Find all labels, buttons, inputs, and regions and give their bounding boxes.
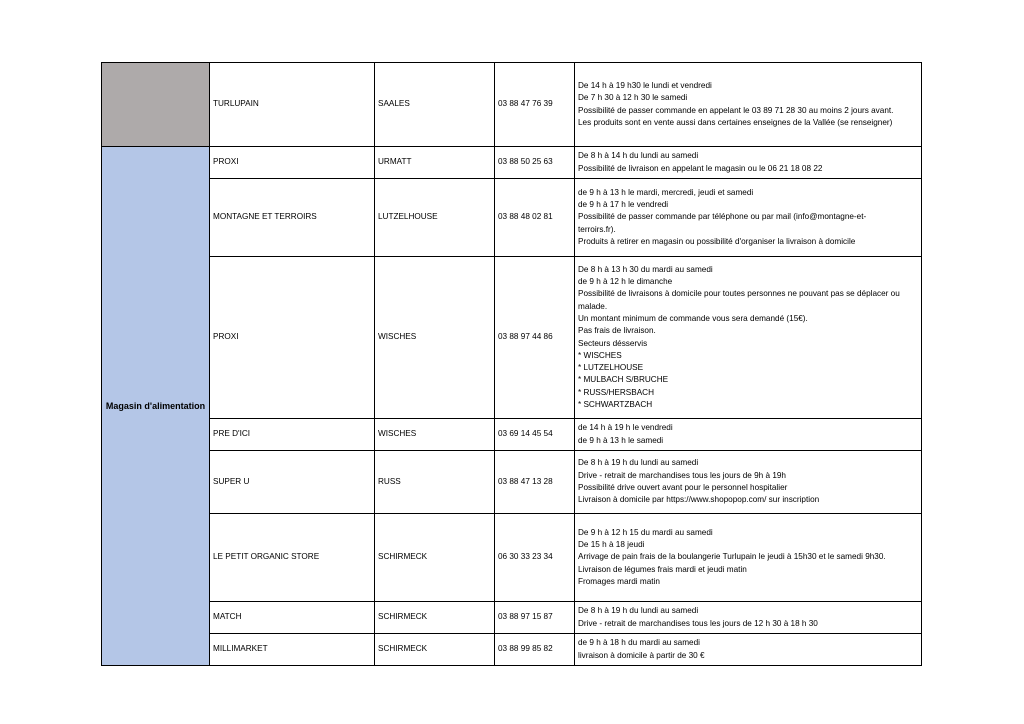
info-line: De 8 h à 19 h du lundi au samedi [578,458,699,468]
store-city: SCHIRMECK [375,602,495,634]
info-line: Fromages mardi matin [578,576,660,586]
info-line: De 9 h à 12 h 15 du mardi au samedi [578,527,713,537]
info-line: de 14 h à 19 h le vendredi [578,423,673,433]
store-name: MONTAGNE ET TERROIRS [210,179,375,257]
store-city: LUTZELHOUSE [375,179,495,257]
table-row [102,419,922,451]
store-city: RUSS [375,451,495,514]
info-line: de 9 h à 18 h du mardi au samedi [578,638,700,648]
store-phone: 03 88 50 25 63 [495,147,575,179]
store-name: PROXI [210,147,375,179]
store-city: SAALES [375,63,495,147]
store-name: TURLUPAIN [210,63,375,147]
info-line: Livraison de légumes frais mardi et jeudi matin [578,564,747,574]
category-cell-food-stores: Magasin d'alimentation [102,147,210,666]
info-line: De 8 h à 13 h 30 du mardi au samedi [578,264,713,274]
table-row [102,634,922,666]
info-line: Livraison à domicile par https://www.shopopop.com/ sur inscription [578,495,820,505]
info-line: de 9 h à 13 h le mardi, mercredi, jeudi et samedi [578,187,754,197]
info-line: Les produits sont en vente aussi dans certaines enseignes de la Vallée (se renseigner) [578,117,893,127]
store-phone: 03 88 48 02 81 [495,179,575,257]
table-row [102,147,922,179]
store-info [575,147,922,179]
store-phone: 03 88 97 44 86 [495,257,575,419]
store-city: WISCHES [375,257,495,419]
table-row [102,514,922,602]
store-info [575,419,922,451]
table-row [102,451,922,514]
info-line: malade. [578,301,608,311]
info-line: * LUTZELHOUSE [578,363,644,373]
info-line: Secteurs désservis [578,338,648,348]
store-city: SCHIRMECK [375,634,495,666]
info-line: Produits à retirer en magasin ou possibilité d'organiser la livraison à domicile [578,236,856,246]
info-line: Possibilité de passer commande en appelant le 03 89 71 28 30 au moins 2 jours avant. [578,105,894,115]
info-line: Arrivage de pain frais de la boulangerie Turlupain le jeudi à 15h30 et le samedi 9h30. [578,552,886,562]
store-info [575,634,922,666]
table-row [102,602,922,634]
table-row [102,179,922,257]
info-line: Un montant minimum de commande vous sera demandé (15€). [578,313,808,323]
store-phone: 03 88 99 85 82 [495,634,575,666]
table-row [102,63,922,147]
store-info [575,257,922,419]
info-line: De 14 h à 19 h30 le lundi et vendredi [578,80,712,90]
info-line: de 9 h à 12 h le dimanche [578,277,673,287]
info-line: Possibilité de passer commande par téléphone ou par mail (info@montagne-et- [578,212,867,222]
store-city: URMATT [375,147,495,179]
info-line: De 8 h à 14 h du lundi au samedi [578,151,699,161]
table-row [102,257,922,419]
store-phone: 03 88 47 13 28 [495,451,575,514]
store-phone: 06 30 33 23 34 [495,514,575,602]
info-line: de 9 h à 17 h le vendredi [578,200,669,210]
store-name: PROXI [210,257,375,419]
store-info [575,451,922,514]
info-line: * WISCHES [578,350,622,360]
info-line: * SCHWARTZBACH [578,399,653,409]
store-info [575,602,922,634]
info-line: De 15 h à 18 jeudi [578,540,645,550]
info-line: terroirs.fr). [578,224,616,234]
store-name: MILLIMARKET [210,634,375,666]
info-line: livraison à domicile à partir de 30 € [578,650,705,660]
store-phone: 03 88 97 15 87 [495,602,575,634]
info-line: Pas frais de livraison. [578,326,656,336]
info-line: Possibilité de livraisons à domicile pour toutes personnes ne pouvant pas se déplacer ou [578,289,900,299]
info-line: De 8 h à 19 h du lundi au samedi [578,606,699,616]
store-name: SUPER U [210,451,375,514]
info-line: * RUSS/HERSBACH [578,387,654,397]
store-phone: 03 88 47 76 39 [495,63,575,147]
store-phone: 03 69 14 45 54 [495,419,575,451]
info-line: Drive - retrait de marchandises tous les jours de 12 h 30 à 18 h 30 [578,618,818,628]
store-city: WISCHES [375,419,495,451]
store-info [575,514,922,602]
stores-table [101,62,922,666]
store-name: MATCH [210,602,375,634]
info-line: Possibilité de livraison en appelant le magasin ou le 06 21 18 08 22 [578,163,823,173]
store-city: SCHIRMECK [375,514,495,602]
store-info [575,63,922,147]
info-line: De 7 h 30 à 12 h 30 le samedi [578,93,688,103]
store-name: LE PETIT ORGANIC STORE [210,514,375,602]
category-cell-grey [102,63,210,147]
store-info [575,179,922,257]
info-line: de 9 h à 13 h le samedi [578,435,664,445]
info-line: Possibilité drive ouvert avant pour le personnel hospitalier [578,483,788,492]
store-name: PRE D'ICI [210,419,375,451]
info-line: * MULBACH S/BRUCHE [578,375,669,385]
info-line: Drive - retrait de marchandises tous les jours de 9h à 19h [578,470,786,480]
